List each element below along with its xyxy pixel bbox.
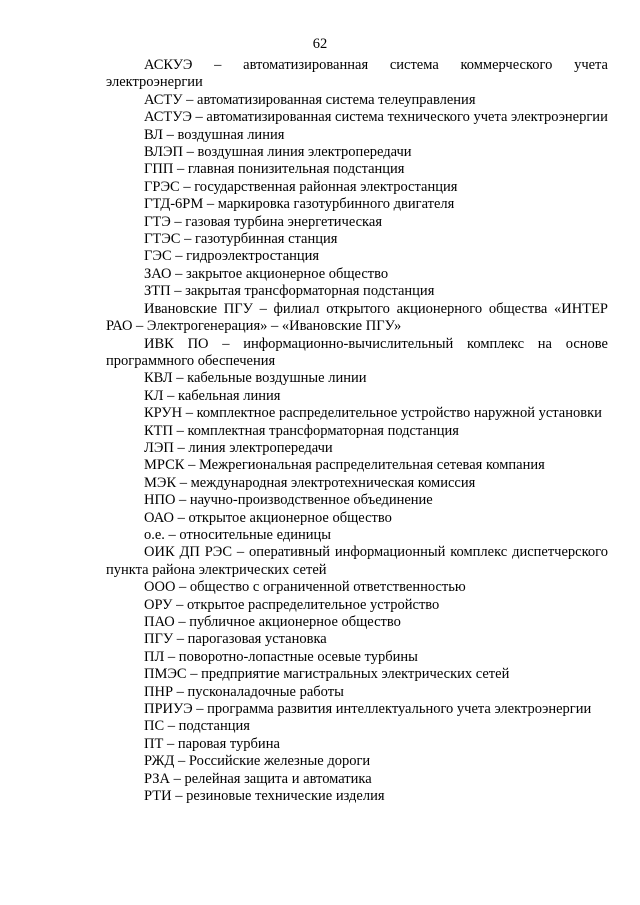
list-item: ООО – общество с ограниченной ответственностью — [144, 579, 466, 596]
list-item: РЗА – релейная защита и автоматика — [144, 770, 372, 787]
list-item: ГЭС – гидроэлектростанция — [144, 248, 320, 265]
list-item: ГРЭС – государственная районная электростанция — [144, 178, 458, 195]
list-item: КЛ – кабельная линия — [144, 387, 281, 404]
list-item: ГТД-6РМ – маркировка газотурбинного двигателя — [144, 196, 455, 213]
list-item: РЖД – Российские железные дороги — [144, 753, 371, 770]
list-item: РТИ – резиновые технические изделия — [144, 788, 385, 805]
list-item: ПНР – пусконаладочные работы — [144, 683, 344, 700]
list-item: ПАО – публичное акционерное общество — [144, 614, 401, 630]
list-item: ГТЭ – газовая турбина энергетическая — [144, 213, 382, 230]
list-item: ВЛЭП – воздушная линия электропередачи — [144, 144, 412, 161]
list-item: ИВК ПО – информационно-вычислительный комплекс на основе программного обеспечения — [106, 335, 608, 369]
list-item: ЗТП – закрытая трансформаторная подстанция — [144, 283, 435, 300]
list-item: ПГУ – парогазовая установка — [144, 631, 327, 648]
list-item: КТП – комплектная трансформаторная подстанция — [144, 422, 459, 439]
list-item: МРСК – Межрегиональная распределительная сетевая компания — [144, 457, 545, 474]
list-item: КРУН – комплектное распределительное устройство наружной установки — [144, 405, 602, 422]
list-item: АСТУ – автоматизированная система телеуправления — [144, 91, 476, 108]
list-item: ПМЭС – предприятие магистральных электрических сетей — [144, 666, 510, 683]
list-item: Ивановские ПГУ – филиал открытого акционерного общества «ИНТЕР РАО – Электрогенерация» – «Ивановские ПГУ» — [106, 300, 608, 335]
list-item: НПО – научно-производственное объединение — [144, 492, 433, 509]
list-item: ПЛ – поворотно-лопастные осевые турбины — [144, 648, 418, 665]
list-item: ОАО – открытое акционерное общество — [144, 509, 392, 526]
abbreviation-list — [106, 57, 608, 805]
list-item: ОРУ – открытое распределительное устройство — [144, 596, 440, 613]
list-item: ВЛ – воздушная линия — [144, 126, 285, 143]
list-item: КВЛ – кабельные воздушные линии — [144, 370, 367, 387]
list-item: ЛЭП – линия электропередачи — [144, 439, 333, 456]
list-item: о.е. – относительные единицы — [144, 526, 331, 543]
list-item: ГТЭС – газотурбинная станция — [144, 231, 338, 248]
list-item: АСКУЭ – автоматизированная система коммерческого учета электроэнергии — [106, 57, 608, 91]
list-item: АСТУЭ – автоматизированная система технического учета электроэнергии — [144, 109, 608, 126]
list-item: ГПП – главная понизительная подстанция — [144, 161, 405, 178]
page-number: 62 — [312, 36, 328, 52]
list-item: ЗАО – закрытое акционерное общество — [144, 265, 389, 282]
list-item: ОИК ДП РЭС – оперативный информационный комплекс диспетчерского пункта района электрических сетей — [106, 544, 608, 578]
list-item: ПТ – паровая турбина — [144, 735, 280, 752]
list-item: МЭК – международная электротехническая комиссия — [144, 474, 476, 491]
list-item: ПРИУЭ – программа развития интеллектуального учета электроэнергии — [144, 701, 592, 718]
list-item: ПС – подстанция — [144, 718, 250, 735]
